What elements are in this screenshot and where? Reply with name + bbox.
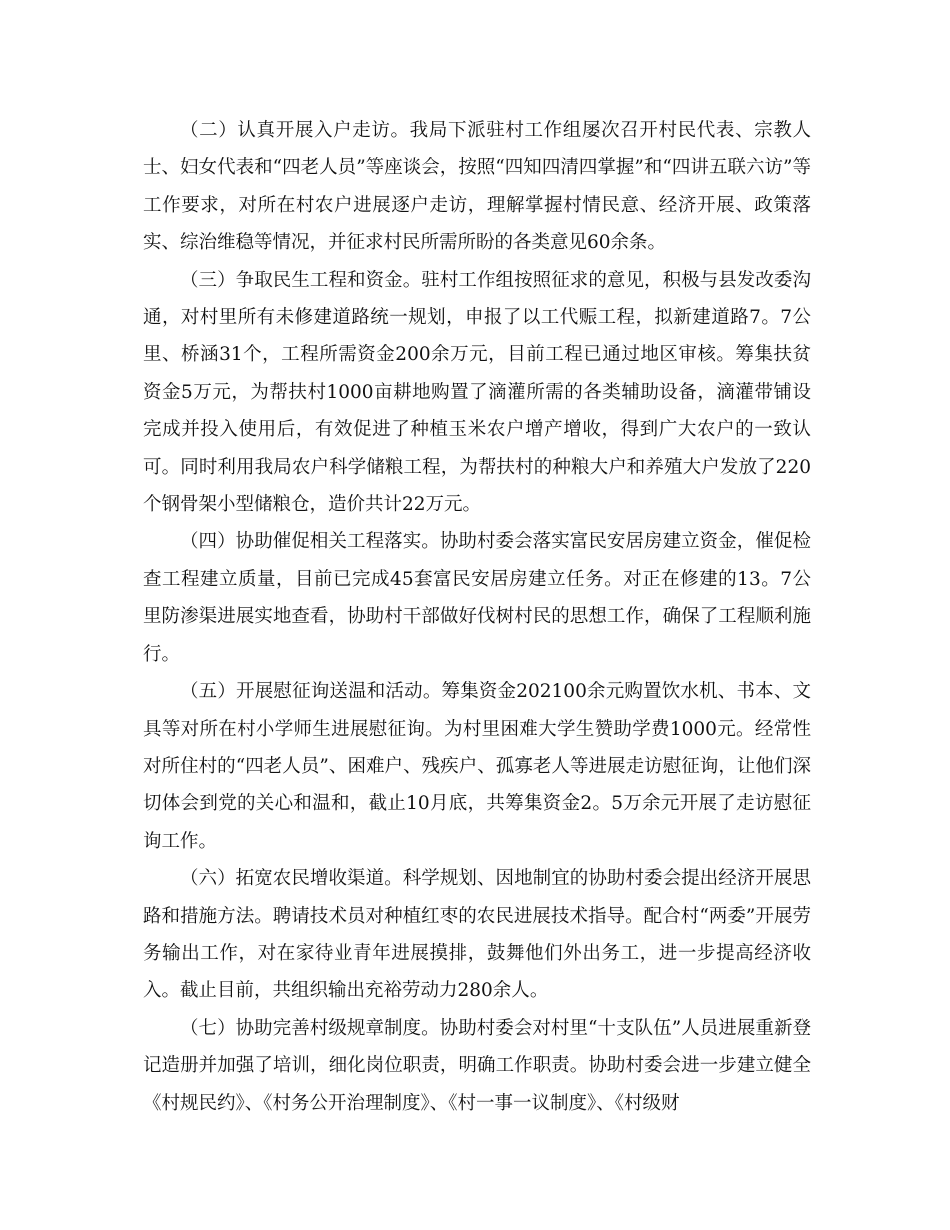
paragraph-5-condolence-activities: （五）开展慰征询送温和活动。筹集资金202100余元购置饮水机、书本、文具等对所在村小学师生进展慰征询。为村里困难大学生赞助学费1000元。经常性对所住村的“四老人员”、困难户、残疾户、孤寡老人等进展走访慰征询，让他们深切体会到党的关心和温和，截止10月底，共筹集资金2。5万余元开展了走访慰征询工作。 (143, 681, 811, 852)
paragraph-6-income-channels: （六）拓宽农民增收渠道。科学规划、因地制宜的协助村委会提出经济开展思路和措施方法。聘请技术员对种植红枣的农民进展技术指导。配合村“两委”开展劳务输出工作，对在家待业青年进展摸排，鼓舞他们外出务工，进一步提高经济收入。截止目前，共组织输出充裕劳动力280余人。 (143, 868, 811, 1002)
document-body (143, 112, 811, 1122)
paragraph-2-household-visits: （二）认真开展入户走访。我局下派驻村工作组屡次召开村民代表、宗教人士、妇女代表和“四老人员”等座谈会，按照“四知四清四掌握”和“四讲五联六访”等工作要求，对所在村农户进展逐户走访，理解掌握村情民意、经济开展、政策落实、综治维稳等情况，并征求村民所需所盼的各类意见60余条。 (143, 120, 811, 254)
paragraph-4-project-supervision: （四）协助催促相关工程落实。协助村委会落实富民安居房建立资金，催促检查工程建立质量，目前已完成45套富民安居房建立任务。对正在修建的13。7公里防渗渠进展实地查看，协助村干部做好伐树村民的思想工作，确保了工程顺利施行。 (143, 531, 811, 665)
paragraph-3-livelihood-projects: （三）争取民生工程和资金。驻村工作组按照征求的意见，积极与县发改委沟通，对村里所有未修建道路统一规划，申报了以工代赈工程，拟新建道路7。7公里、桥涵31个，工程所需资金200余万元，目前工程已通过地区审核。筹集扶贫资金5万元，为帮扶村1000亩耕地购置了滴灌所需的各类辅助设备，滴灌带铺设完成并投入使用后，有效促进了种植玉米农户增产增收，得到广大农户的一致认可。同时利用我局农户科学储粮工程，为帮扶村的种粮大户和养殖大户发放了220个钢骨架小型储粮仓，造价共计22万元。 (143, 269, 811, 516)
paragraph-7-village-regulations: （七）协助完善村级规章制度。协助村委会对村里“十支队伍”人员进展重新登记造册并加强了培训，细化岗位职责，明确工作职责。协助村委会进一步建立健全《村规民约》、《村务公开治理制度》、《村一事一议制度》、《村级财 (143, 1017, 811, 1114)
